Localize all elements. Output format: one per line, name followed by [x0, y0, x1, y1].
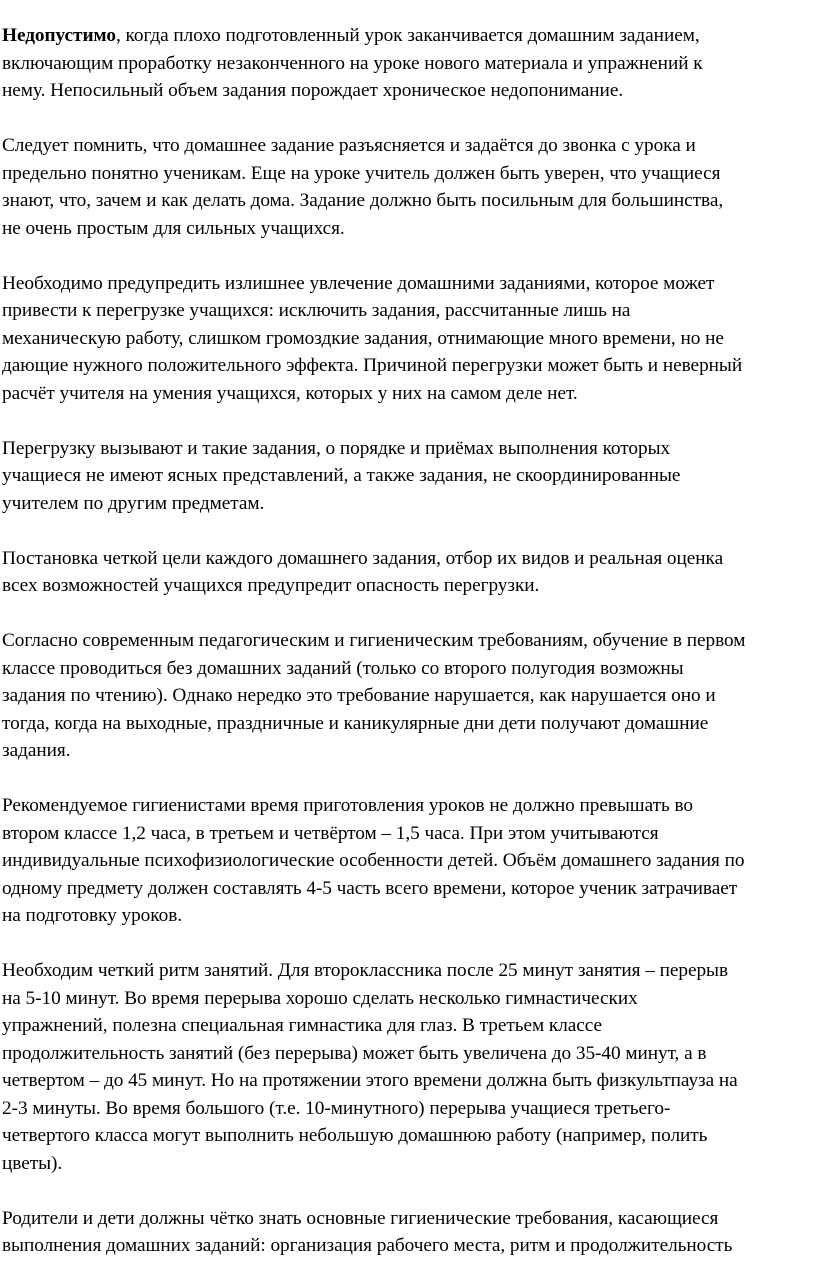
paragraph-1-text: , когда плохо подготовленный урок заканчивается домашним заданием, включающим проработку незаконченного на уроке нового материала и упражнений к нему. Непосильный объем задания порождает хроническое недопонимание.	[2, 25, 703, 101]
paragraph-4: Перегрузку вызывают и такие задания, о порядке и приёмах выполнения которых учащиеся не имеют ясных представлений, а также задания, не скоординированные учителем по другим предметам.	[2, 437, 681, 514]
paragraph-3: Необходимо предупредить излишнее увлечение домашними заданиями, которое может привести к перегрузке учащихся: исключить задания, рассчитанные лишь на механическую работу, слишком громоздкие задания, отнимающие много времени, но не дающие нужного положительного эффекта. Причиной перегрузки может быть и неверный расчёт учителя на умения учащихся, которых у них на самом деле нет.	[2, 272, 743, 404]
bold-lead-word: Недопустимо	[2, 25, 116, 46]
document-page	[0, 22, 816, 1260]
paragraph-1	[0, 22, 816, 105]
paragraph-7: Рекомендуемое гигиенистами время приготовления уроков не должно превышать во втором классе 1,2 часа, в третьем и четвёртом – 1,5 часа. При этом учитываются индивидуальные психофизиологические особенности детей. Объём домашнего задания по одному предмету должен составлять 4-5 часть всего времени, которое ученик затрачивает на подготовку уроков.	[2, 795, 745, 926]
paragraph-8: Необходим четкий ритм занятий. Для второклассника после 25 минут занятия – перерыв на 5-10 минут. Во время перерыва хорошо сделать несколько гимнастических упражнений, полезна специальная гимнастика для глаз. В третьем классе продолжительность занятий (без перерыва) может быть увеличена до 35-40 минут, а в четвертом – до 45 минут. Но на протяжении этого времени должна быть физкультпауза на 2-3 минуты. Во время большого (т.е. 10-минутного) перерыва учащиеся третьего- четвертого класса могут выполнить небольшую домашнюю работу (например, полить цветы).	[2, 960, 738, 1174]
paragraph-5: Постановка четкой цели каждого домашнего задания, отбор их видов и реальная оценка всех возможностей учащихся предупредит опасность перегрузки.	[2, 547, 724, 596]
paragraph-9: Родители и дети должны чётко знать основные гигиенические требования, касающиеся выполнения домашних заданий: организация рабочего места, ритм и продолжительность	[2, 1207, 733, 1256]
paragraph-2: Следует помнить, что домашнее задание разъясняется и задаётся до звонка с урока и предельно понятно ученикам. Еще на уроке учитель должен быть уверен, что учащиеся знают, что, зачем и как делать дома. Задание должно быть посильным для большинства, не очень простым для сильных учащихся.	[2, 135, 724, 239]
paragraph-6: Согласно современным педагогическим и гигиеническим требованиям, обучение в первом классе проводиться без домашних заданий (только со второго полугодия возможны задания по чтению). Однако нередко это требование нарушается, как нарушается оно и тогда, когда на выходные, праздничные и каникулярные дни дети получают домашние задания.	[2, 630, 746, 761]
